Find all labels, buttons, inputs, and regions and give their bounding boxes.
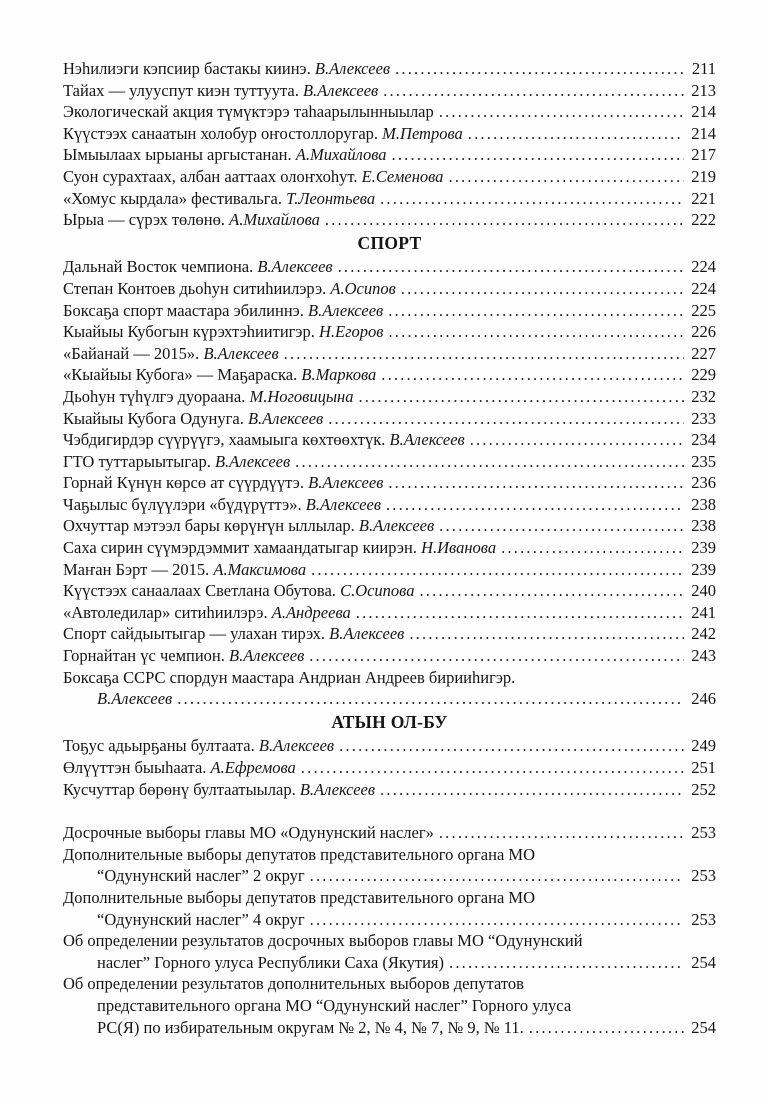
dot-leader (356, 602, 684, 624)
title-text: Дальнай Восток чемпиона. (63, 257, 258, 277)
entry-title (63, 209, 320, 231)
toc-line (63, 537, 716, 559)
page-number: 238 (691, 516, 716, 536)
toc-line (63, 144, 716, 166)
author-name: В.Алексеев (299, 779, 376, 799)
title-text: Тайах — улууспут киэн туттуута. (63, 80, 303, 100)
author-name: В.Алексеев (308, 300, 384, 320)
entry-title (63, 472, 383, 494)
title-text: Охчуттар мэтээл бары көрүҥүн ыллылар. (63, 516, 359, 536)
author-name: В.Алексеев (257, 257, 333, 277)
entry-title (63, 645, 304, 667)
page-number: 213 (691, 80, 716, 100)
title-text: Дьоһун түһүлгэ дуораана. (63, 386, 250, 406)
page-number: 249 (691, 736, 716, 756)
author-name: В.Алексеев (329, 624, 405, 644)
toc-line (63, 451, 716, 473)
page-number: 233 (691, 408, 716, 428)
toc-line (63, 408, 716, 430)
toc-line (63, 909, 716, 931)
entry-title (63, 757, 296, 779)
entry-title (63, 559, 306, 581)
entry-title (63, 58, 390, 80)
dot-leader (395, 58, 684, 80)
page-number: 226 (691, 322, 716, 342)
author-name: Н.Иванова (421, 538, 497, 558)
section-heading: АТЫН ОЛ-БУ (331, 711, 448, 732)
page-number: 225 (691, 300, 716, 320)
entry-title (63, 166, 443, 188)
author-name: А.Михайлова (295, 145, 387, 165)
entry-title (63, 364, 376, 386)
toc-line (63, 667, 716, 689)
entry-title (63, 887, 535, 909)
page-number: 251 (691, 758, 716, 777)
author-name: А.Андреева (271, 602, 351, 622)
entry-title (63, 515, 434, 537)
dot-leader (386, 494, 684, 516)
title-text: Чэбдигирдэр сүүрүүгэ, хаамыыга көхтөөхтүк. (63, 430, 390, 450)
title-text: Горнай Күнүн көрсө ат сүүрдүүтэ. (63, 473, 309, 493)
toc-line (63, 865, 716, 887)
author-name: В.Алексеев (229, 646, 305, 666)
toc-line (63, 300, 716, 322)
toc-line (63, 887, 716, 909)
dot-leader (448, 166, 684, 188)
title-text: наслег” Горного улуса Республики Саха (Якутия) (97, 952, 444, 972)
author-name: В.Алексеев (302, 80, 379, 100)
title-text: Ырыа — сүрэх төлөнө. (63, 210, 230, 230)
entry-title (63, 537, 496, 559)
page-number: 240 (691, 581, 716, 601)
entry-title (63, 623, 404, 645)
toc-line (63, 930, 716, 952)
author-name: В.Алексеев (214, 451, 291, 471)
dot-leader (439, 515, 684, 537)
toc-line (63, 188, 716, 210)
dot-leader (392, 144, 684, 166)
toc-line (63, 757, 716, 779)
toc-line (63, 386, 716, 408)
page-number: 222 (691, 210, 716, 230)
page-number: 253 (691, 823, 716, 843)
author-name: В.Маркова (301, 365, 377, 385)
title-text: Күүстээх санаатын холобур оҥостоллоругар. (63, 123, 383, 143)
toc-line (63, 80, 716, 102)
dot-leader (380, 188, 684, 210)
dot-leader (338, 256, 684, 278)
entry-title (63, 123, 463, 145)
entry-title (63, 256, 333, 278)
entry-title (63, 144, 387, 166)
author-name: В.Алексеев (203, 343, 279, 363)
entry-title (97, 952, 444, 974)
entry-title (63, 188, 375, 210)
author-name: В.Алексеев (247, 408, 324, 428)
author-name: С.Осипова (340, 581, 415, 601)
entry-title (63, 408, 323, 430)
toc-line (63, 166, 716, 188)
entry-title (63, 429, 465, 451)
page-number: 253 (691, 866, 716, 886)
dot-leader (328, 408, 684, 430)
dot-leader (177, 688, 684, 710)
dot-leader (419, 580, 684, 602)
section-gap (63, 800, 716, 822)
dot-leader (309, 645, 684, 667)
toc-line (63, 209, 716, 231)
dot-leader (439, 822, 684, 844)
author-name: В.Алексеев (358, 516, 435, 536)
page-number: 217 (691, 145, 716, 165)
toc-line (63, 343, 716, 365)
entry-title (63, 343, 279, 365)
title-text: Маҥан Бэрт — 2015. (63, 559, 214, 579)
author-name: А.Ефремова (210, 758, 296, 777)
title-text: Нэһилиэги кэпсиир бастакы киинэ. (63, 59, 315, 78)
author-name: М.Петрова (382, 123, 463, 143)
title-text: Об определении результатов досрочных выборов главы МО “Одунунский (63, 931, 583, 951)
title-text: Дополнительные выборы депутатов представительного органа МО (63, 887, 535, 907)
toc-line (63, 844, 716, 866)
entry-title (97, 688, 172, 710)
dot-leader (470, 429, 684, 451)
page-number: 239 (691, 559, 716, 579)
entry-title (97, 995, 571, 1017)
title-text: Кыайыы Кубогын күрэхтэһиитигэр. (63, 322, 319, 342)
entry-title (63, 973, 524, 995)
title-text: Боксаҕа спорт маастара эбилиннэ. (63, 300, 308, 320)
page-number: 241 (691, 602, 716, 622)
dot-leader (325, 209, 684, 231)
page-number: 238 (691, 494, 716, 514)
toc-line (63, 623, 716, 645)
page-number: 219 (691, 166, 716, 186)
title-text: представительного органа МО “Одунунский наслег” Горного улуса (97, 995, 572, 1015)
dot-leader (449, 952, 684, 974)
author-name: В.Алексеев (308, 473, 384, 493)
author-name: В.Алексеев (305, 494, 381, 514)
entry-title (63, 278, 396, 300)
dot-leader (468, 123, 684, 145)
entry-title (63, 844, 535, 866)
title-text: Күүстээх санаалаах Светлана Обутова. (63, 581, 341, 601)
entry-title (63, 822, 434, 844)
page-number: 236 (691, 473, 716, 493)
title-text: ГТО туттарыытыгар. (63, 451, 215, 471)
author-name: В.Алексеев (97, 689, 173, 709)
title-text: Ымыылаах ырыаны аргыстанан. (63, 145, 296, 165)
title-text: «Байанай — 2015». (63, 343, 204, 363)
toc-line (63, 256, 716, 278)
title-text: “Одунунский наслег” 2 округ (97, 866, 305, 886)
title-text: Боксаҕа ССРС спордун маастара Андриан Андреев бирииһигэр. (63, 667, 516, 687)
author-name: Т.Леонтьева (286, 188, 376, 208)
page-number: 227 (691, 343, 716, 363)
toc-line (63, 822, 716, 844)
page-number: 234 (691, 430, 716, 450)
entry-title (63, 602, 351, 624)
dot-leader (339, 735, 684, 757)
dot-leader (388, 472, 684, 494)
toc-line (63, 735, 716, 757)
page-number: 242 (691, 624, 716, 644)
title-text: “Одунунский наслег” 4 округ (97, 909, 305, 929)
toc-line (63, 123, 716, 145)
page-number: 235 (691, 451, 716, 471)
dot-leader (284, 343, 684, 365)
entry-title (63, 735, 334, 757)
page-number: 211 (691, 59, 716, 78)
title-text: «Автоледилар» ситиһиилэрэ. (63, 602, 272, 622)
entry-title (63, 300, 383, 322)
section-heading: СПОРТ (357, 232, 422, 253)
author-name: Н.Егоров (319, 322, 384, 342)
toc-line (63, 952, 716, 974)
author-name: М.Ноговицына (249, 386, 354, 406)
author-name: А.Осипов (330, 278, 396, 298)
page-number: 243 (691, 646, 716, 666)
title-text: Саха сирин сүүмэрдэммит хамаандатыгар киирэн. (63, 538, 422, 558)
dot-leader (388, 321, 684, 343)
author-name: Е.Семенова (361, 166, 444, 186)
toc-line (63, 559, 716, 581)
entry-title (63, 930, 583, 952)
author-name: В.Алексеев (314, 59, 391, 78)
dot-leader (310, 865, 684, 887)
title-text: Чаҕылыс бүлүүлэри «бүдүрүттэ». (63, 494, 306, 514)
toc-line (63, 688, 716, 710)
page-number: 254 (691, 1017, 716, 1037)
author-name: А.Максимова (213, 559, 307, 579)
page-number: 229 (691, 365, 716, 385)
toc-line (63, 779, 716, 801)
dot-leader (381, 364, 684, 386)
title-text: Степан Контоев дьоһун ситиһиилэрэ. (63, 278, 331, 298)
title-text: Об определении результатов дополнительных выборов депутатов (63, 974, 524, 994)
dot-leader (295, 451, 684, 473)
author-name: А.Михайлова (229, 210, 320, 230)
dot-leader (529, 1017, 684, 1039)
page-number: 239 (691, 538, 716, 558)
entry-title (63, 386, 353, 408)
page-number: 232 (691, 386, 716, 406)
page-number: 253 (691, 909, 716, 929)
dot-leader (401, 278, 684, 300)
entry-title (97, 865, 305, 887)
toc-line (63, 580, 716, 602)
title-text: Экологическай акция түмүктэрэ таһаарылынныылар (63, 102, 434, 122)
dot-leader (301, 757, 684, 779)
title-text: Спорт сайдыытыгар — улахан тирэх. (63, 624, 330, 644)
title-text: Дополнительные выборы депутатов представительного органа МО (63, 844, 535, 864)
page-number: 214 (691, 123, 716, 143)
entry-title (97, 1017, 524, 1039)
entry-title (63, 779, 375, 801)
toc-line (63, 645, 716, 667)
dot-leader (439, 101, 684, 123)
entry-title (63, 667, 515, 689)
page-number: 221 (691, 188, 716, 208)
entry-title (63, 494, 381, 516)
title-text: Суон сурахтаах, албан ааттаах олоҥхоһут. (63, 166, 362, 186)
title-text: Горнайтан үс чемпион. (63, 646, 230, 666)
dot-leader (388, 300, 684, 322)
title-text: Кусчуттар бөрөнү бултаатыылар. (63, 779, 300, 799)
page-number: 254 (691, 952, 716, 972)
entry-title (97, 909, 305, 931)
toc-line (63, 101, 716, 123)
dot-leader (409, 623, 684, 645)
toc-line (63, 472, 716, 494)
toc-line (63, 973, 716, 995)
title-text: «Кыайыы Кубога» — Маҕараска. (63, 365, 302, 385)
title-text: РС(Я) по избирательным округам № 2, № 4, № 7, № 9, № 11. (97, 1017, 524, 1037)
toc-line (63, 58, 716, 80)
page-number: 252 (691, 779, 716, 799)
toc-line (63, 429, 716, 451)
author-name: В.Алексеев (389, 430, 465, 450)
title-text: Тоҕус адьырҕаны бултаата. (63, 736, 259, 756)
toc-line (63, 494, 716, 516)
page-number: 224 (691, 278, 716, 298)
toc-line (63, 364, 716, 386)
entry-title (63, 580, 414, 602)
entry-title (63, 80, 378, 102)
toc-line (63, 1017, 716, 1039)
toc (63, 58, 716, 1038)
page-number: 246 (691, 689, 716, 709)
toc-line (63, 995, 716, 1017)
page-number: 224 (691, 257, 716, 277)
title-text: Досрочные выборы главы МО «Одунунский наслег» (63, 823, 434, 843)
toc-line (63, 515, 716, 537)
toc-line (63, 602, 716, 624)
entry-title (63, 101, 434, 123)
dot-leader (501, 537, 684, 559)
toc-line (63, 278, 716, 300)
dot-leader (310, 909, 684, 931)
dot-leader (380, 779, 684, 801)
entry-title (63, 451, 290, 473)
dot-leader (383, 80, 684, 102)
title-text: Кыайыы Кубога Одунуга. (63, 408, 248, 428)
page-number: 214 (691, 102, 716, 122)
title-text: «Хомус кырдала» фестивальга. (63, 188, 287, 208)
entry-title (63, 321, 383, 343)
dot-leader (358, 386, 684, 408)
dot-leader (311, 559, 684, 581)
title-text: Өлүүттэн быыһаата. (63, 758, 211, 777)
toc-line (63, 321, 716, 343)
author-name: В.Алексеев (258, 736, 335, 756)
